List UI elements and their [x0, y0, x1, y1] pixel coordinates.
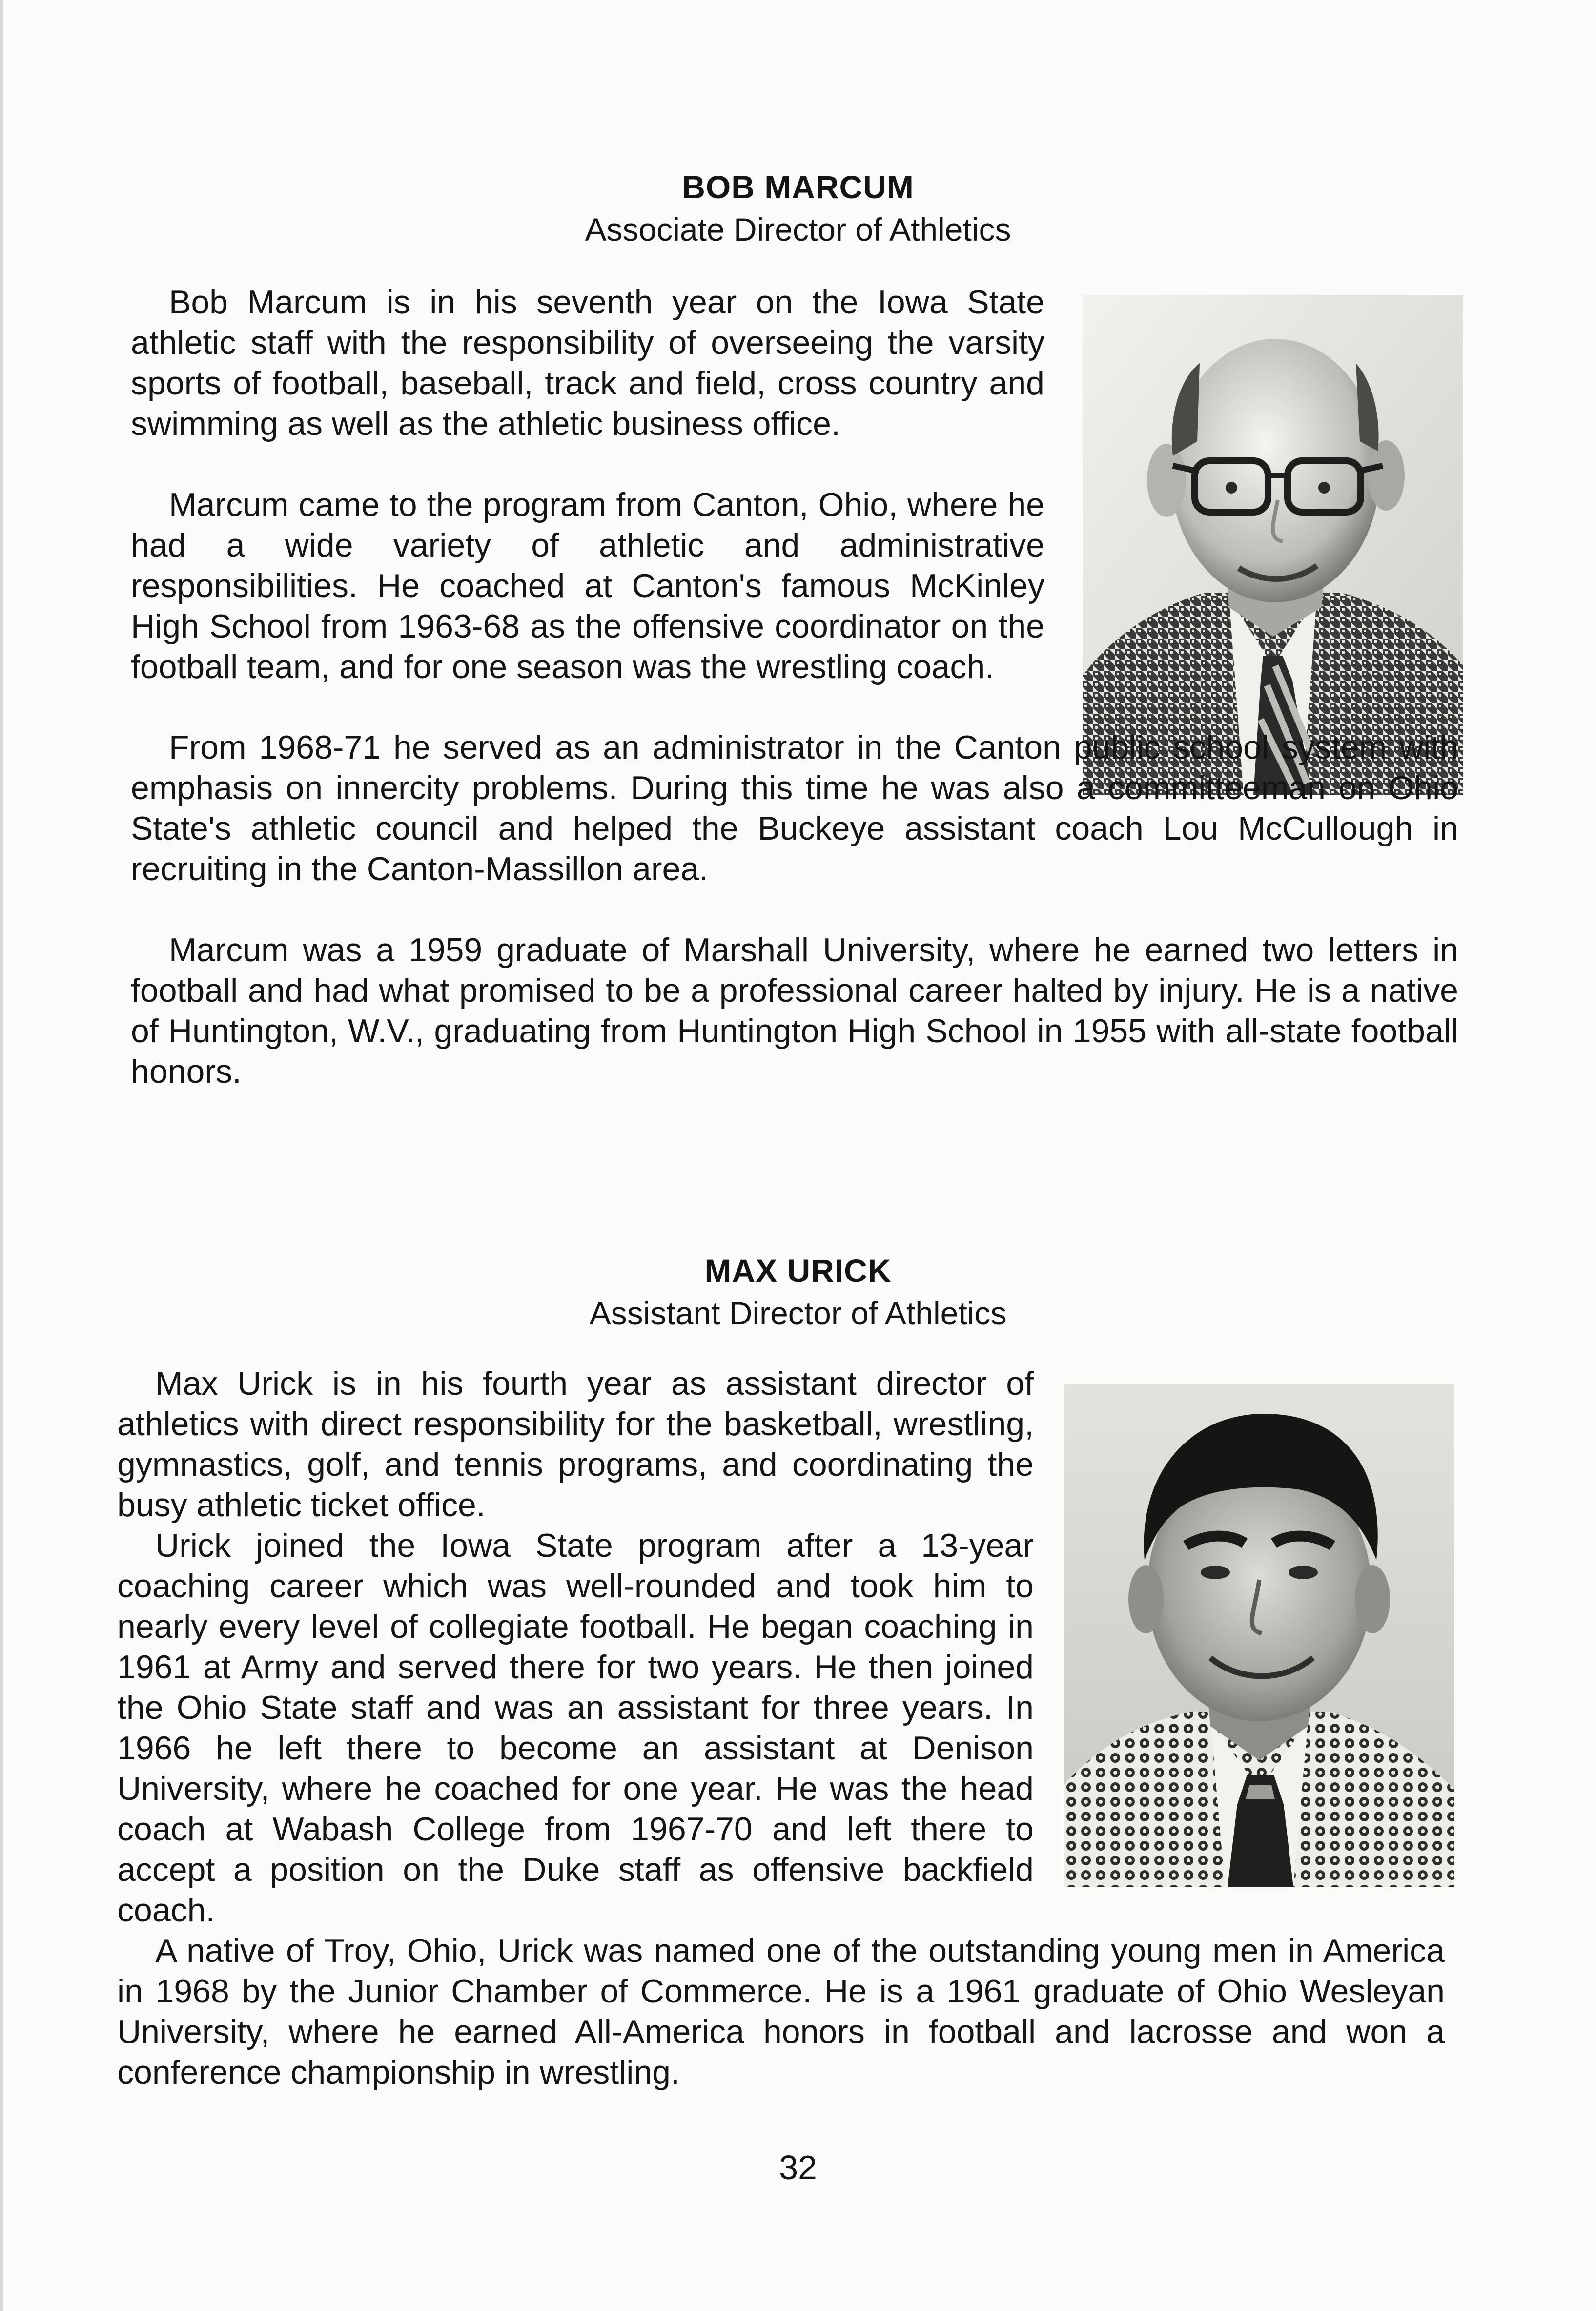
max-urick-portrait-image: [1064, 1384, 1454, 1887]
bio1-portrait-photo: [1083, 295, 1463, 795]
bio2-name: MAX URICK: [704, 1253, 892, 1289]
bio1-paragraph-1: Bob Marcum is in his seventh year on the Iowa State athletic staff with the responsibility of overseeing the varsity sports of football, baseball, track and field, cross country and swimming as well as the athletic business office.: [131, 284, 1044, 442]
page-number: 32: [779, 2148, 817, 2187]
bio1-paragraph-2: Marcum came to the program from Canton, Ohio, where he had a wide variety of athletic and administrative responsibilities. He coached at Canton's famous McKinley High School from 1963-68 as the offensive coordinator on the football team, and for one season was the wrestling coach.: [131, 486, 1044, 685]
page-edge: [0, 0, 3, 2311]
bio2-paragraph-2: Urick joined the Iowa State program after a 13-year coaching career which was well-rounded and took him to nearly every level of collegiate football. He began coaching in 1961 at Army and served there for two years. He then joined the Ohio State staff and was an assistant for three years. In 1966 he left there to become an assistant at Denison University, where he coached for one year. He was the head coach at Wabash College from 1967-70 and left there to accept a position on the Duke staff as offensive backfield coach.: [117, 1527, 1034, 1929]
bio1-title: Associate Director of Athletics: [585, 211, 1011, 248]
bio1-paragraph-4: Marcum was a 1959 graduate of Marshall University, where he earned two letters in football and had what promised to be a professional career halted by injury. He is a native of Huntington, W.V., graduating from Huntington High School in 1955 with all-state football honors.: [131, 931, 1458, 1090]
bio2-paragraph-3: A native of Troy, Ohio, Urick was named one of the outstanding young men in America in 1968 by the Junior Chamber of Commerce. He is a 1961 graduate of Ohio Wesleyan University, where he earned All-America honors in football and lacrosse and won a conference championship in wrestling.: [117, 1932, 1445, 2091]
bio2-title: Assistant Director of Athletics: [589, 1295, 1007, 1331]
bio1-name: BOB MARCUM: [682, 169, 914, 205]
bob-marcum-portrait-image: [1083, 295, 1463, 795]
bio2-portrait-photo: [1064, 1384, 1454, 1887]
bio1-paragraph-3: From 1968-71 he served as an administrator in the Canton public school system with emphasis on innercity problems. During this time he was also a committeeman on Ohio State's athletic council and helped the Buckeye assistant coach Lou McCullough in recruiting in the Canton-Massillon area.: [131, 729, 1458, 887]
bio2-paragraph-1: Max Urick is in his fourth year as assistant director of athletics with direct responsibility for the basketball, wrestling, gymnastics, golf, and tennis programs, and coordinating the busy athletic ticket office.: [117, 1365, 1034, 1524]
